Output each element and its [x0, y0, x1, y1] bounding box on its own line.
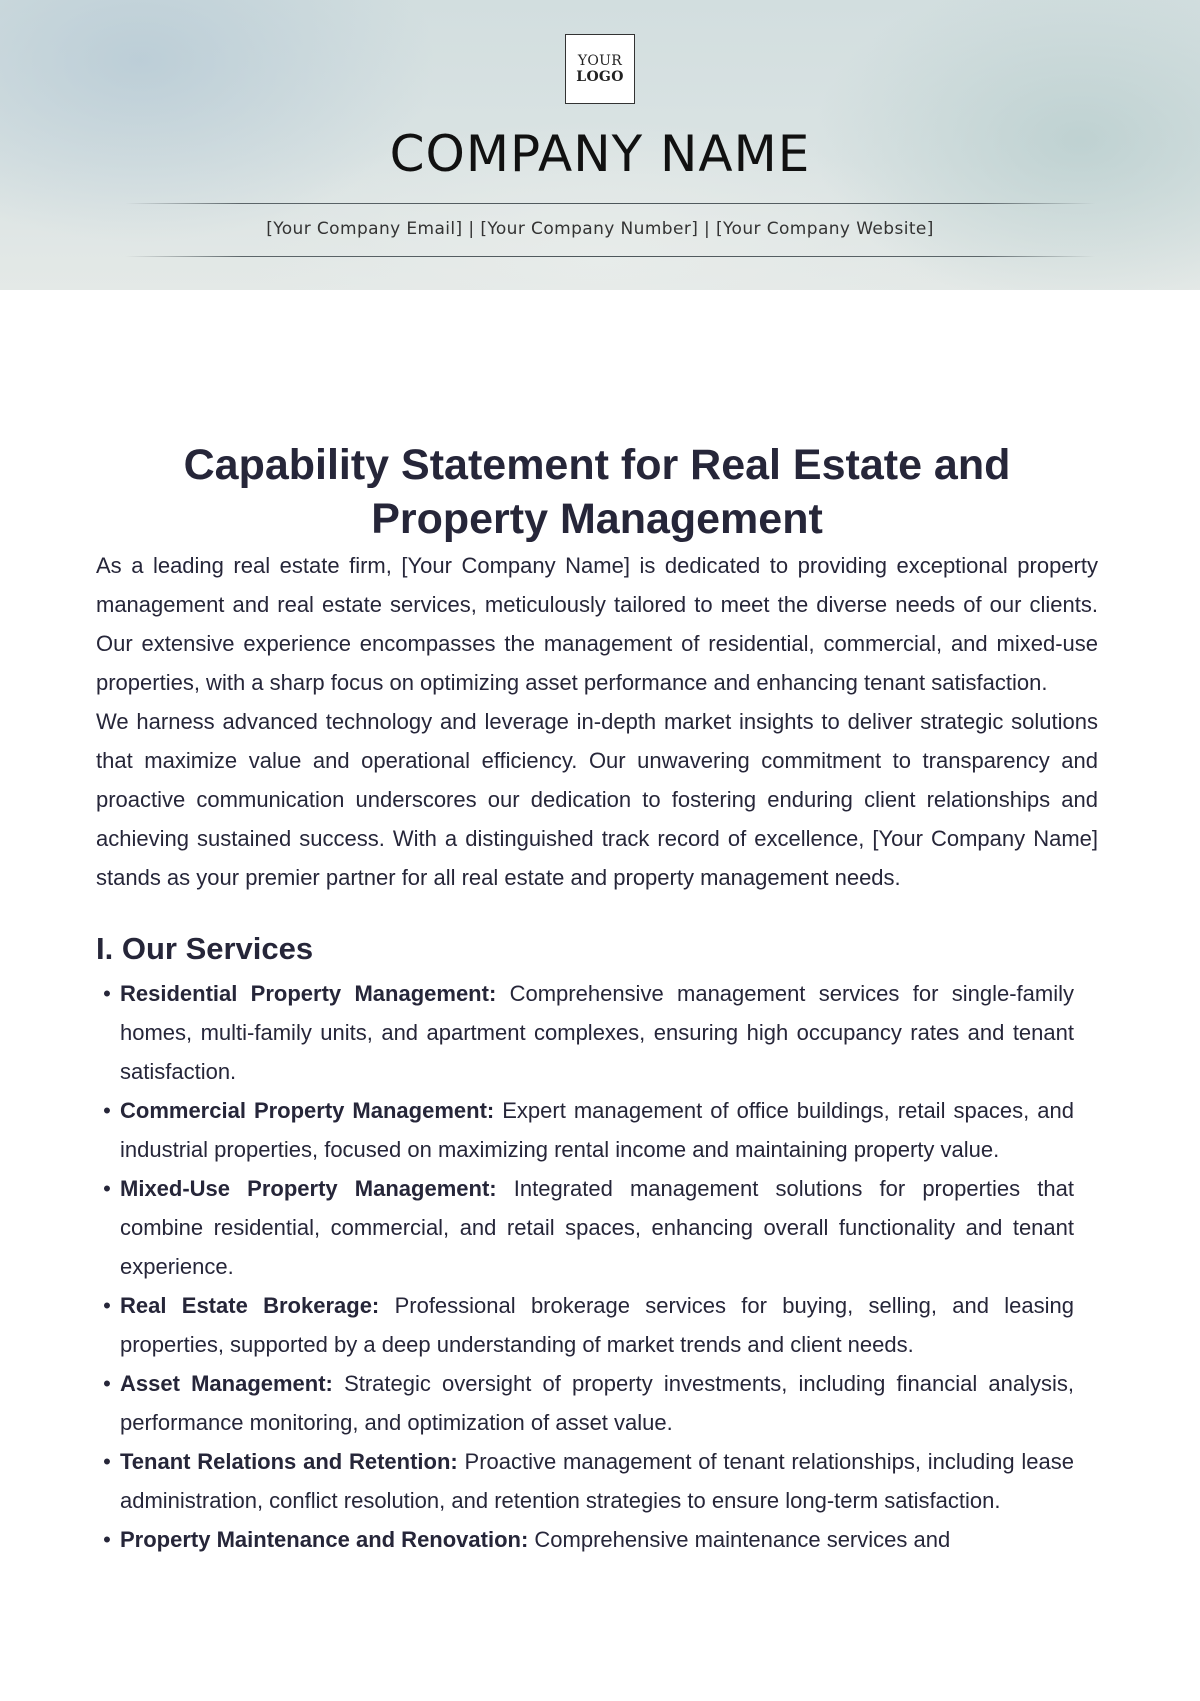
- document-body: [96, 438, 1098, 1559]
- service-label: Tenant Relations and Retention:: [120, 1449, 458, 1474]
- list-item: [103, 1169, 1074, 1286]
- service-description: Professional brokerage services for buying, selling, and leasing properties, supported by a deep understanding of market trends and client needs.: [120, 1293, 1074, 1357]
- list-item: [103, 1091, 1074, 1169]
- header-divider-top: [125, 203, 1095, 204]
- bullet-icon: •: [103, 1176, 111, 1201]
- service-description: Integrated management solutions for properties that combine residential, commercial, and retail spaces, enhancing overall functionality and tenant experience.: [120, 1176, 1074, 1279]
- bullet-icon: •: [103, 1449, 111, 1474]
- list-item: [103, 1442, 1074, 1520]
- bullet-icon: •: [103, 981, 111, 1006]
- service-label: Real Estate Brokerage:: [120, 1293, 380, 1318]
- company-name: COMPANY NAME: [389, 125, 811, 183]
- service-label: Commercial Property Management:: [120, 1098, 495, 1123]
- company-contact-line: [Your Company Email] | [Your Company Number] | [Your Company Website]: [266, 219, 934, 239]
- bullet-icon: •: [103, 1293, 111, 1318]
- service-label: Property Maintenance and Renovation:: [120, 1527, 529, 1552]
- list-item: [103, 1286, 1074, 1364]
- logo-line-1: YOUR: [577, 53, 623, 69]
- service-label: Residential Property Management:: [120, 981, 497, 1006]
- bullet-icon: •: [103, 1527, 111, 1552]
- header-banner: [0, 0, 1200, 290]
- header-divider-bottom: [125, 256, 1095, 257]
- services-list: [96, 974, 1074, 1559]
- intro-paragraph-1: As a leading real estate firm, [Your Company Name] is dedicated to providing exceptional property management and real estate services, meticulously tailored to meet the diverse needs of our clients. Our extensive experience encompasses the management of residential, commercial, and mixed-use properties, with a sharp focus on optimizing asset performance and enhancing tenant satisfaction.: [96, 553, 1098, 695]
- list-item: [103, 1364, 1074, 1442]
- document-title: Capability Statement for Real Estate and Property Management: [183, 441, 1011, 543]
- service-description: Comprehensive maintenance services and: [534, 1527, 951, 1552]
- services-heading: I. Our Services: [96, 931, 314, 966]
- bullet-icon: •: [103, 1098, 111, 1123]
- bullet-icon: •: [103, 1371, 111, 1396]
- intro-paragraph-2: We harness advanced technology and leverage in-depth market insights to deliver strategic solutions that maximize value and operational efficiency. Our unwavering commitment to transparency and proactive communication underscores our dedication to fostering enduring client relationships and achieving sustained success. With a distinguished track record of excellence, [Your Company Name] stands as your premier partner for all real estate and property management needs.: [96, 709, 1098, 890]
- service-description: Comprehensive management services for single-family homes, multi-family units, and apartment complexes, ensuring high occupancy rates and tenant satisfaction.: [120, 981, 1074, 1084]
- list-item: [103, 1520, 1074, 1559]
- service-description: Strategic oversight of property investments, including financial analysis, performance monitoring, and optimization of asset value.: [120, 1371, 1074, 1435]
- service-label: Asset Management:: [120, 1371, 333, 1396]
- service-description: Proactive management of tenant relationships, including lease administration, conflict resolution, and retention strategies to ensure long-term satisfaction.: [120, 1449, 1074, 1513]
- service-description: Expert management of office buildings, retail spaces, and industrial properties, focused on maximizing rental income and maintaining property value.: [120, 1098, 1074, 1162]
- list-item: [103, 974, 1074, 1091]
- service-label: Mixed-Use Property Management:: [120, 1176, 497, 1201]
- logo-line-2: LOGO: [576, 69, 624, 85]
- company-logo: [565, 34, 635, 104]
